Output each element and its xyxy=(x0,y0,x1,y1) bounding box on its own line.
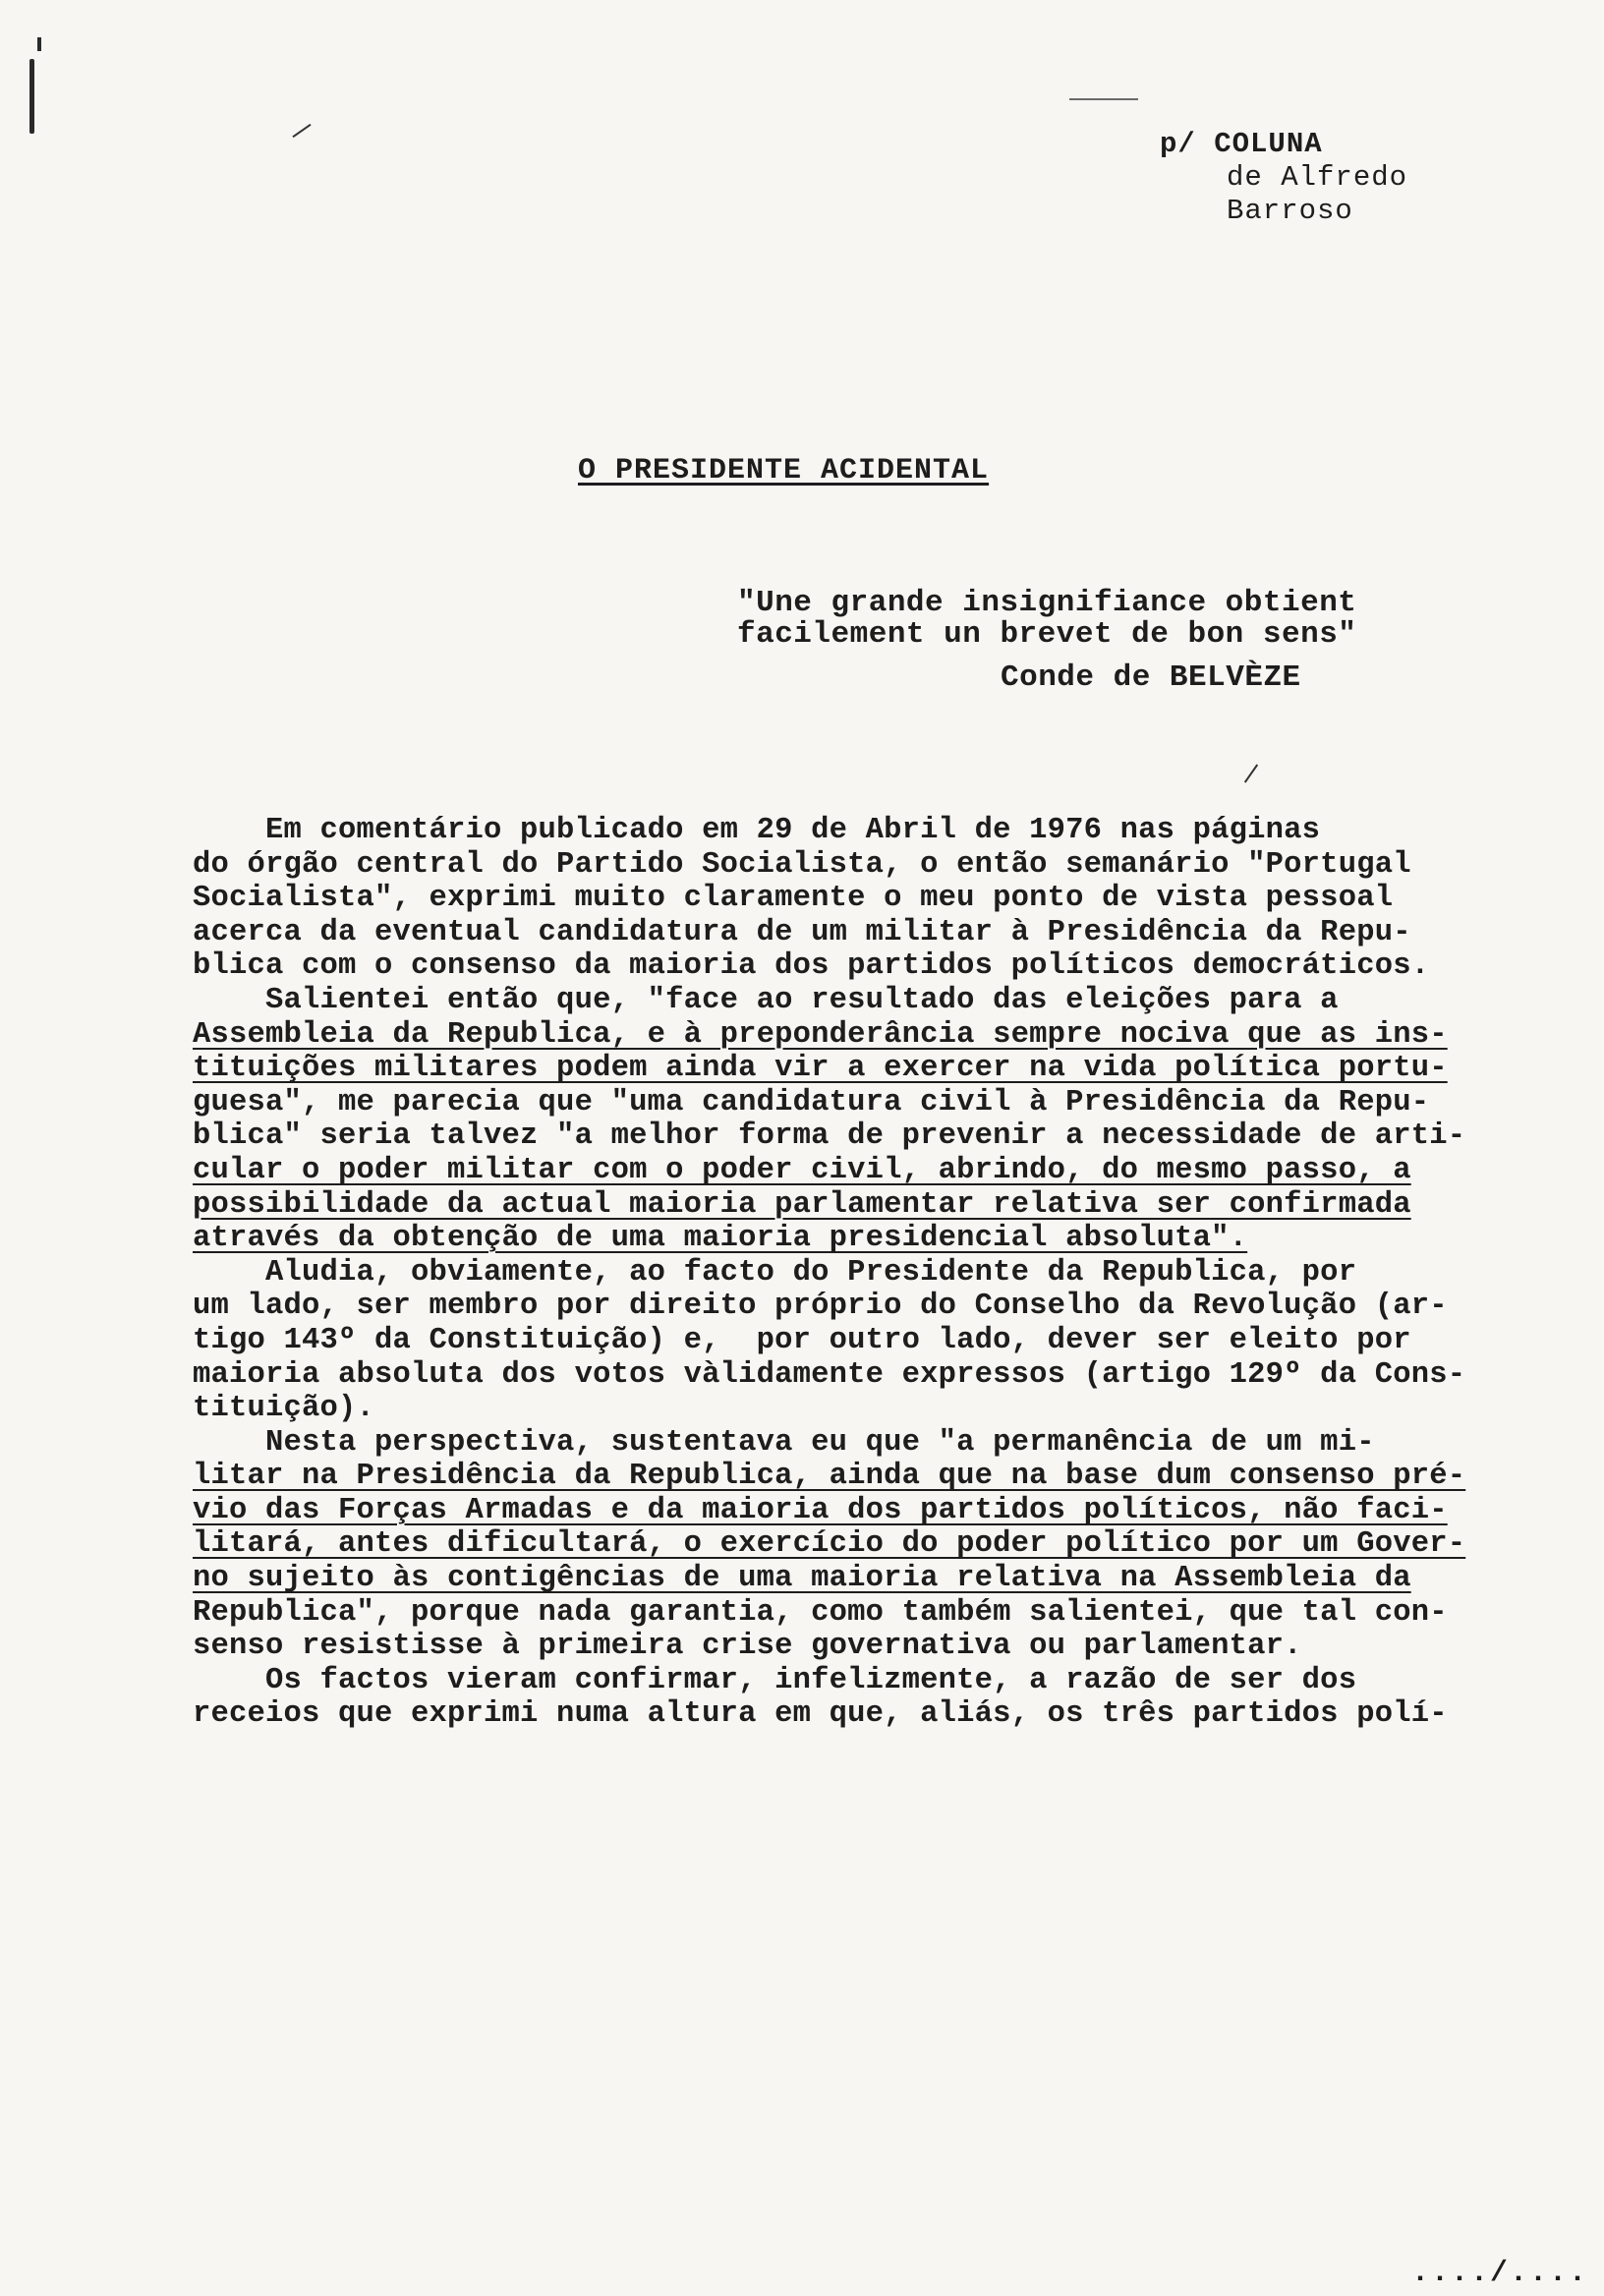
body-line: vio das Forças Armadas e da maioria dos partidos políticos, não faci- xyxy=(193,1493,1448,1527)
body-line: Nesta perspectiva, sustentava eu que "a permanência de um mi- xyxy=(193,1425,1375,1460)
body-line: maioria absoluta dos votos vàlidamente expressos (artigo 129º da Cons- xyxy=(193,1357,1466,1392)
article-body xyxy=(193,814,1604,1732)
body-line: tigo 143º da Constituição) e, por outro lado, dever ser eleito por xyxy=(193,1323,1411,1357)
margin-mark xyxy=(29,59,34,134)
body-line: blica com o consenso da maioria dos partidos políticos democráticos. xyxy=(193,949,1430,984)
page-continuation: ..../.... xyxy=(1411,2257,1589,2290)
header-line: de Alfredo xyxy=(1227,161,1408,194)
body-line: Em comentário publicado em 29 de Abril de 1976 nas páginas xyxy=(193,814,1321,847)
body-line: Aludia, obviamente, ao facto do Presidente da Republica, por xyxy=(193,1255,1357,1290)
header-line: p/ COLUNA xyxy=(1160,128,1323,160)
body-line: senso resistisse à primeira crise governativa ou parlamentar. xyxy=(193,1630,1302,1664)
header-rule xyxy=(1069,98,1138,100)
body-line: Socialista", exprimi muito claramente o meu ponto de vista pessoal xyxy=(193,882,1394,916)
body-line: litará, antes dificultará, o exercício do poder político por um Gover- xyxy=(193,1527,1466,1562)
margin-dot xyxy=(37,37,41,51)
body-line: do órgão central do Partido Socialista, o então semanário "Portugal xyxy=(193,847,1411,882)
body-line: um lado, ser membro por direito próprio do Conselho da Revolução (ar- xyxy=(193,1290,1448,1324)
body-line: blica" seria talvez "a melhor forma de prevenir a necessidade de arti- xyxy=(193,1119,1466,1154)
body-line: tituição). xyxy=(193,1392,375,1426)
body-line: possibilidade da actual maioria parlamentar relativa ser confirmada xyxy=(193,1187,1411,1222)
body-line: Os factos vieram confirmar, infelizmente, a razão de ser dos xyxy=(193,1663,1357,1697)
epigraph-author: Conde de BELVÈZE xyxy=(1001,660,1301,695)
column-header xyxy=(1160,128,1407,228)
body-line: Salientei então que, "face ao resultado das eleições para a xyxy=(193,983,1339,1017)
body-line: litar na Presidência da Republica, ainda que na base dum consenso pré- xyxy=(193,1460,1466,1494)
body-line: Assembleia da Republica, e à preponderância sempre nociva que as ins- xyxy=(193,1017,1448,1052)
pencil-tick xyxy=(1244,764,1258,782)
body-line: acerca da eventual candidatura de um militar à Presidência da Repu- xyxy=(193,915,1411,949)
body-line: cular o poder militar com o poder civil, abrindo, do mesmo passo, a xyxy=(193,1153,1411,1187)
header-line: Barroso xyxy=(1227,195,1353,227)
body-line: no sujeito às contigências de uma maioria relativa na Assembleia da xyxy=(193,1562,1411,1596)
body-line: através da obtenção de uma maioria presidencial absoluta". xyxy=(193,1222,1248,1256)
body-line: receios que exprimi numa altura em que, aliás, os três partidos polí- xyxy=(193,1697,1448,1732)
epigraph-line: facilement un brevet de bon sens" xyxy=(737,617,1357,652)
epigraph xyxy=(737,588,1356,694)
body-line: guesa", me parecia que "uma candidatura civil à Presidência da Repu- xyxy=(193,1085,1430,1119)
epigraph-line: "Une grande insignifiance obtient xyxy=(737,586,1357,620)
pencil-tick xyxy=(292,124,311,138)
body-line: tituições militares podem ainda vir a exercer na vida política portu- xyxy=(193,1052,1448,1086)
body-line: Republica", porque nada garantia, como também salientei, que tal con- xyxy=(193,1595,1448,1630)
page-title: O PRESIDENTE ACIDENTAL xyxy=(578,454,990,488)
